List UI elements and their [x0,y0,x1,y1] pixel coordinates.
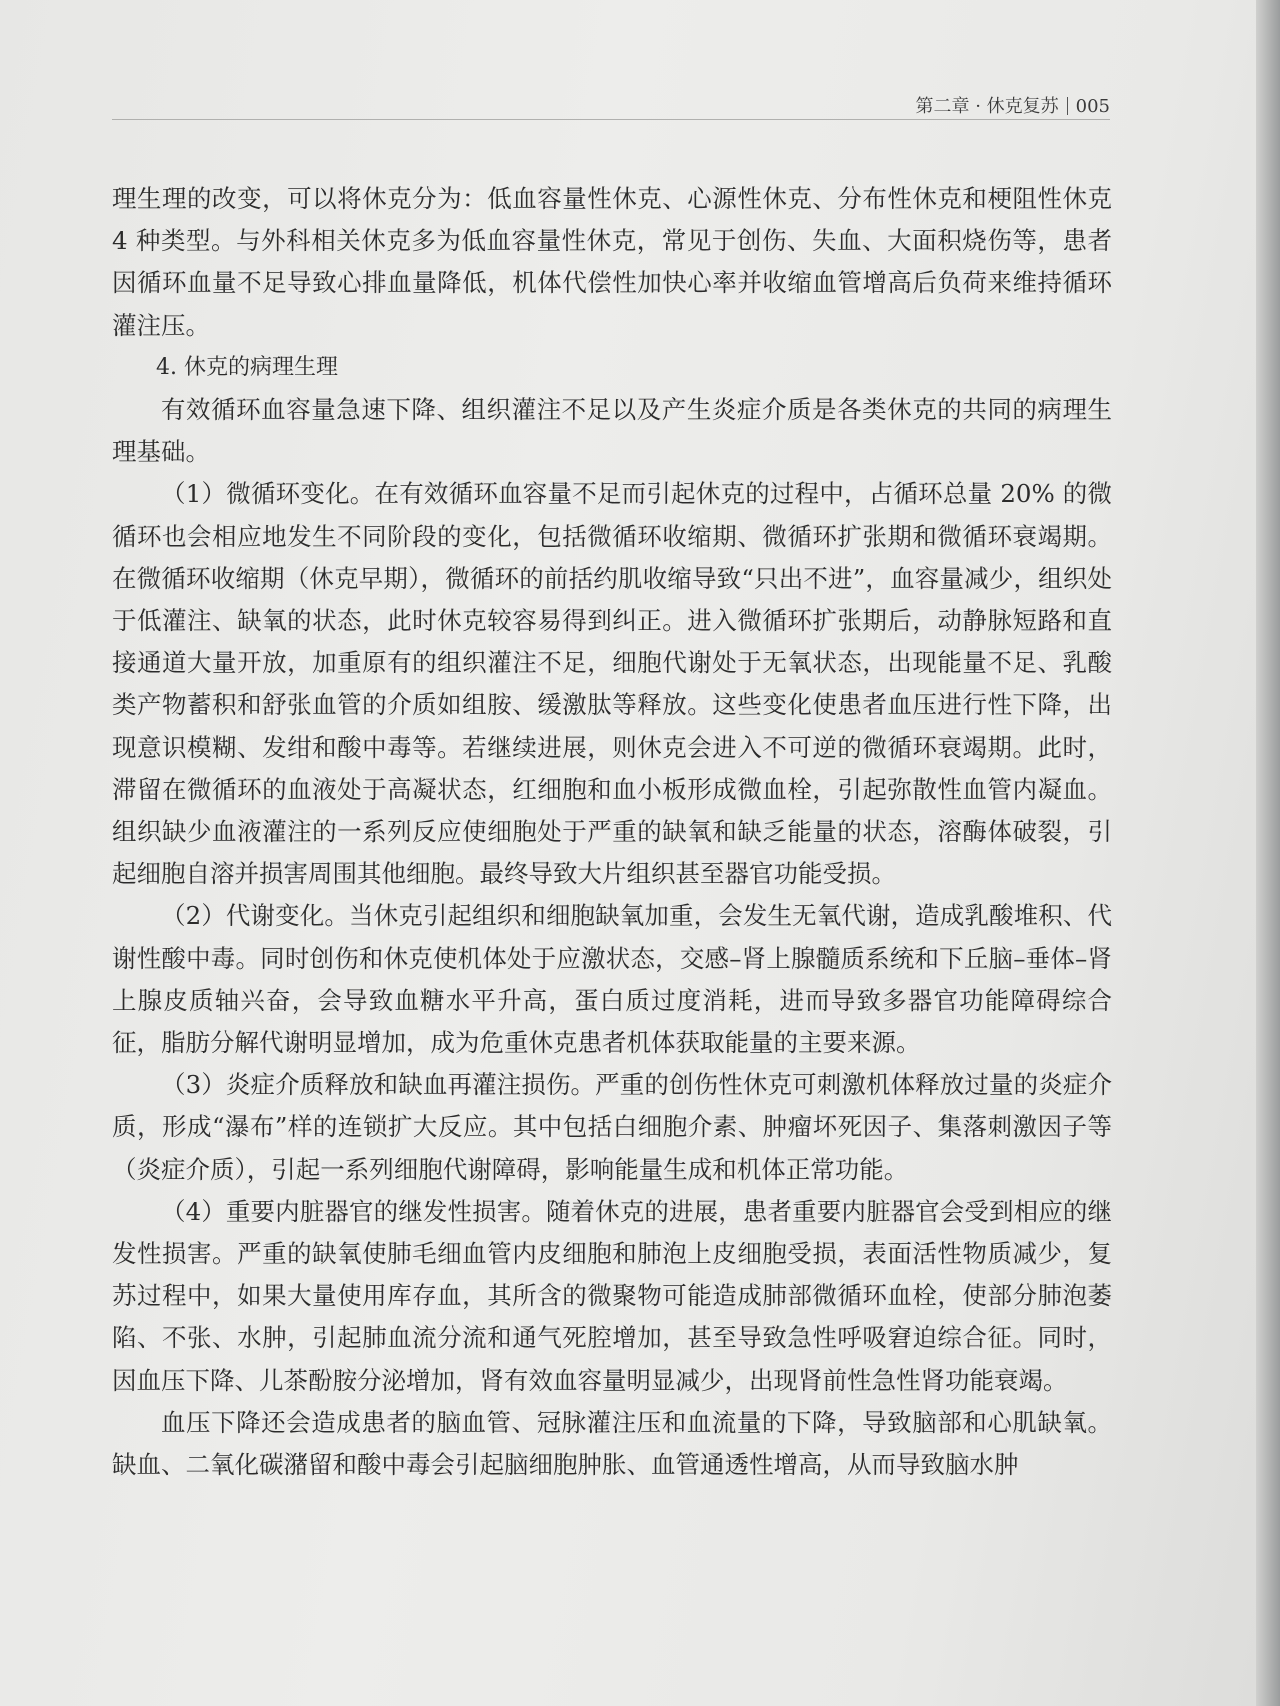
header-separator [1067,97,1068,115]
header-text [915,92,1110,118]
paragraph-microcirculation: （1）微循环变化。在有效循环血容量不足而引起休克的过程中，占循环总量 20% 的微循环也会相应地发生不同阶段的变化，包括微循环收缩期、微循环扩张期和微循环衰竭期。在微循环收缩期（休克早期），微循环的前括约肌收缩导致“只出不进”，血容量减少，组织处于低灌注、缺氧的状态，此时休克较容易得到纠正。进入微循环扩张期后，动静脉短路和直接通道大量开放，加重原有的组织灌注不足，细胞代谢处于无氧状态，出现能量不足、乳酸类产物蓄积和舒张血管的介质如组胺、缓激肽等释放。这些变化使患者血压进行性下降，出现意识模糊、发绀和酸中毒等。若继续进展，则休克会进入不可逆的微循环衰竭期。此时，滞留在微循环的血液处于高凝状态，红细胞和血小板形成微血栓，引起弥散性血管内凝血。组织缺少血液灌注的一系列反应使细胞处于严重的缺氧和缺乏能量的状态，溶酶体破裂，引起细胞自溶并损害周围其他细胞。最终导致大片组织甚至器官功能受损。 [112,479,1112,889]
body-text [112,178,1112,1486]
page-edge-shadow [1256,0,1280,1706]
section-heading: 4. 休克的病理生理 [156,354,338,380]
paragraph-organ-damage: （4）重要内脏器官的继发性损害。随着休克的进展，患者重要内脏器官会受到相应的继发性损害。严重的缺氧使肺毛细血管内皮细胞和肺泡上皮细胞受损，表面活性物质减少，复苏过程中，如果大量使用库存血，其所含的微聚物可能造成肺部微循环血栓，使部分肺泡萎陷、不张、水肿，引起肺血流分流和通气死腔增加，甚至导致急性呼吸窘迫综合征。同时，因血压下降、儿茶酚胺分泌增加，肾有效血容量明显减少，出现肾前性急性肾功能衰竭。 [112,1196,1112,1395]
paragraph: 有效循环血容量急速下降、组织灌注不足以及产生炎症介质是各类休克的共同的病理生理基础。 [112,395,1112,467]
page-number: 005 [1075,96,1110,117]
header-rule [112,119,1110,120]
paragraph-metabolism: （2）代谢变化。当休克引起组织和细胞缺氧加重，会发生无氧代谢，造成乳酸堆积、代谢性酸中毒。同时创伤和休克使机体处于应激状态，交感–肾上腺髓质系统和下丘脑–垂体–肾上腺皮质轴兴奋，会导致血糖水平升高，蛋白质过度消耗，进而导致多器官功能障碍综合征，脂肪分解代谢明显增加，成为危重休克患者机体获取能量的主要来源。 [112,901,1112,1058]
paragraph-inflammation: （3）炎症介质释放和缺血再灌注损伤。严重的创伤性休克可刺激机体释放过量的炎症介质，形成“瀑布”样的连锁扩大反应。其中包括白细胞介素、肿瘤坏死因子、集落刺激因子等（炎症介质），引起一系列细胞代谢障碍，影响能量生成和机体正常功能。 [112,1070,1112,1184]
paragraph-continued: 理生理的改变，可以将休克分为：低血容量性休克、心源性休克、分布性休克和梗阻性休克 4 种类型。与外科相关休克多为低血容量性休克，常见于创伤、失血、大面积烧伤等，患者因循环血量不足导致心排血量降低，机体代偿性加快心率并收缩血管增高后负荷来维持循环灌注压。 [112,184,1112,340]
paragraph-brain-heart: 血压下降还会造成患者的脑血管、冠脉灌注压和血流量的下降，导致脑部和心肌缺氧。缺血、二氧化碳潴留和酸中毒会引起脑细胞肿胀、血管通透性增高，从而导致脑水肿 [112,1407,1112,1480]
running-header [112,94,1110,120]
chapter-title: 第二章 · 休克复苏 [915,96,1059,117]
